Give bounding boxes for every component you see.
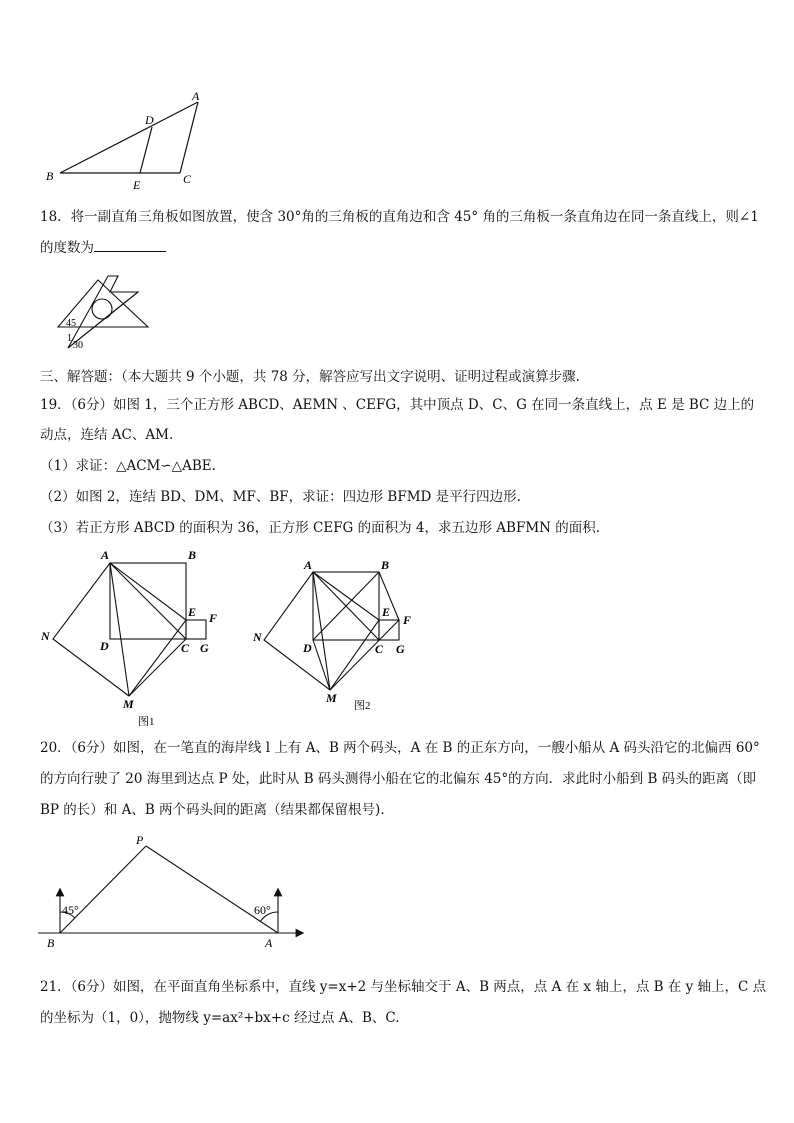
q19-part2: （2）如图 2，连结 BD、DM、MF、BF，求证：四边形 BFMD 是平行四边形. <box>40 489 521 505</box>
q20-line2: 的方向行驶了 20 海里到达点 P 处，此时从 B 码头测得小船在它的北偏东 45°的方向．求此时小船到 B 码头的距离（即 <box>40 771 757 787</box>
fig20-label-b: B <box>47 936 55 950</box>
q21-line2: 的坐标为（1，0），抛物线 y=ax²+bx+c 经过点 A、B、C. <box>40 1010 400 1026</box>
fig17-label-a: A <box>192 89 200 103</box>
fig17-label-b: B <box>46 169 54 183</box>
fig18-label-1: 1 <box>67 333 72 344</box>
fig20-label-p: P <box>136 833 144 847</box>
fig1-label-e: E <box>188 605 197 619</box>
fig18-label-45: 45 <box>66 318 76 329</box>
fig1-label-d: D <box>100 639 109 653</box>
q19-line1: 19．（6分）如图 1，三个正方形 ABCD、AEMN 、CEFG，其中顶点 D、C、G 在同一条直线上，点 E 是 BC 边上的 <box>40 397 755 413</box>
fig1-label-b: B <box>188 548 197 562</box>
fig1-label-c: C <box>181 641 190 655</box>
q21-line1: 21．（6分）如图，在平面直角坐标系中，直线 y=x+2 与坐标轴交于 A、B 两点，点 A 在 x 轴上，点 B 在 y 轴上，C 点 <box>40 979 767 995</box>
fig18-label-30: 30 <box>73 340 83 351</box>
fig1-caption: 图1 <box>138 716 155 728</box>
fig1-label-a: A <box>101 548 110 562</box>
fig2-label-c: C <box>375 642 384 656</box>
q18-line1: 18．将一副直角三角板如图放置，使含 30°角的三角板的直角边和含 45° 角的三角板一条直角边在同一条直线上，则∠1 <box>40 209 759 225</box>
fig2-label-b: B <box>381 558 390 572</box>
q19-line2: 动点，连结 AC、AM. <box>40 427 174 443</box>
fig20-angle-a: 60° <box>254 903 271 917</box>
fig2-label-a: A <box>304 558 313 572</box>
section3-header: 三、解答题：（本大题共 9 个小题，共 78 分，解答应写出文字说明、证明过程或演算步骤. <box>40 369 580 385</box>
fig2-label-n: N <box>253 630 262 644</box>
q18-line2: 的度数为 <box>40 240 94 256</box>
fig1-label-n: N <box>41 629 50 643</box>
fig17-label-e: E <box>133 178 141 192</box>
q19-part3: （3）若正方形 ABCD 的面积为 36，正方形 CEFG 的面积为 4，求五边形 ABFMN 的面积. <box>40 520 601 536</box>
fig20-label-a: A <box>265 936 273 950</box>
fig2-label-g: G <box>396 642 405 656</box>
fig1-label-f: F <box>209 611 218 625</box>
fig2-label-d: D <box>303 641 312 655</box>
fig1-label-g: G <box>200 641 209 655</box>
fig1-label-m: M <box>123 697 134 711</box>
fig2-label-m: M <box>326 691 337 705</box>
fig17-label-c: C <box>183 172 192 186</box>
fig2-label-f: F <box>403 613 412 627</box>
q19-part1: （1）求证：△ACM∽△ABE. <box>40 458 216 474</box>
q20-line3: BP 的长）和 A、B 两个码头间的距离（结果都保留根号). <box>40 802 385 818</box>
fig2-label-e: E <box>382 605 391 619</box>
q20-line1: 20．（6分）如图，在一笔直的海岸线 l 上有 A、B 两个码头，A 在 B 的正东方向，一艘小船从 A 码头沿它的北偏西 60° <box>40 740 760 756</box>
fig20-angle-b: 45° <box>62 903 79 917</box>
fig2-caption: 图2 <box>354 700 371 712</box>
fig17-label-d: D <box>145 113 154 127</box>
